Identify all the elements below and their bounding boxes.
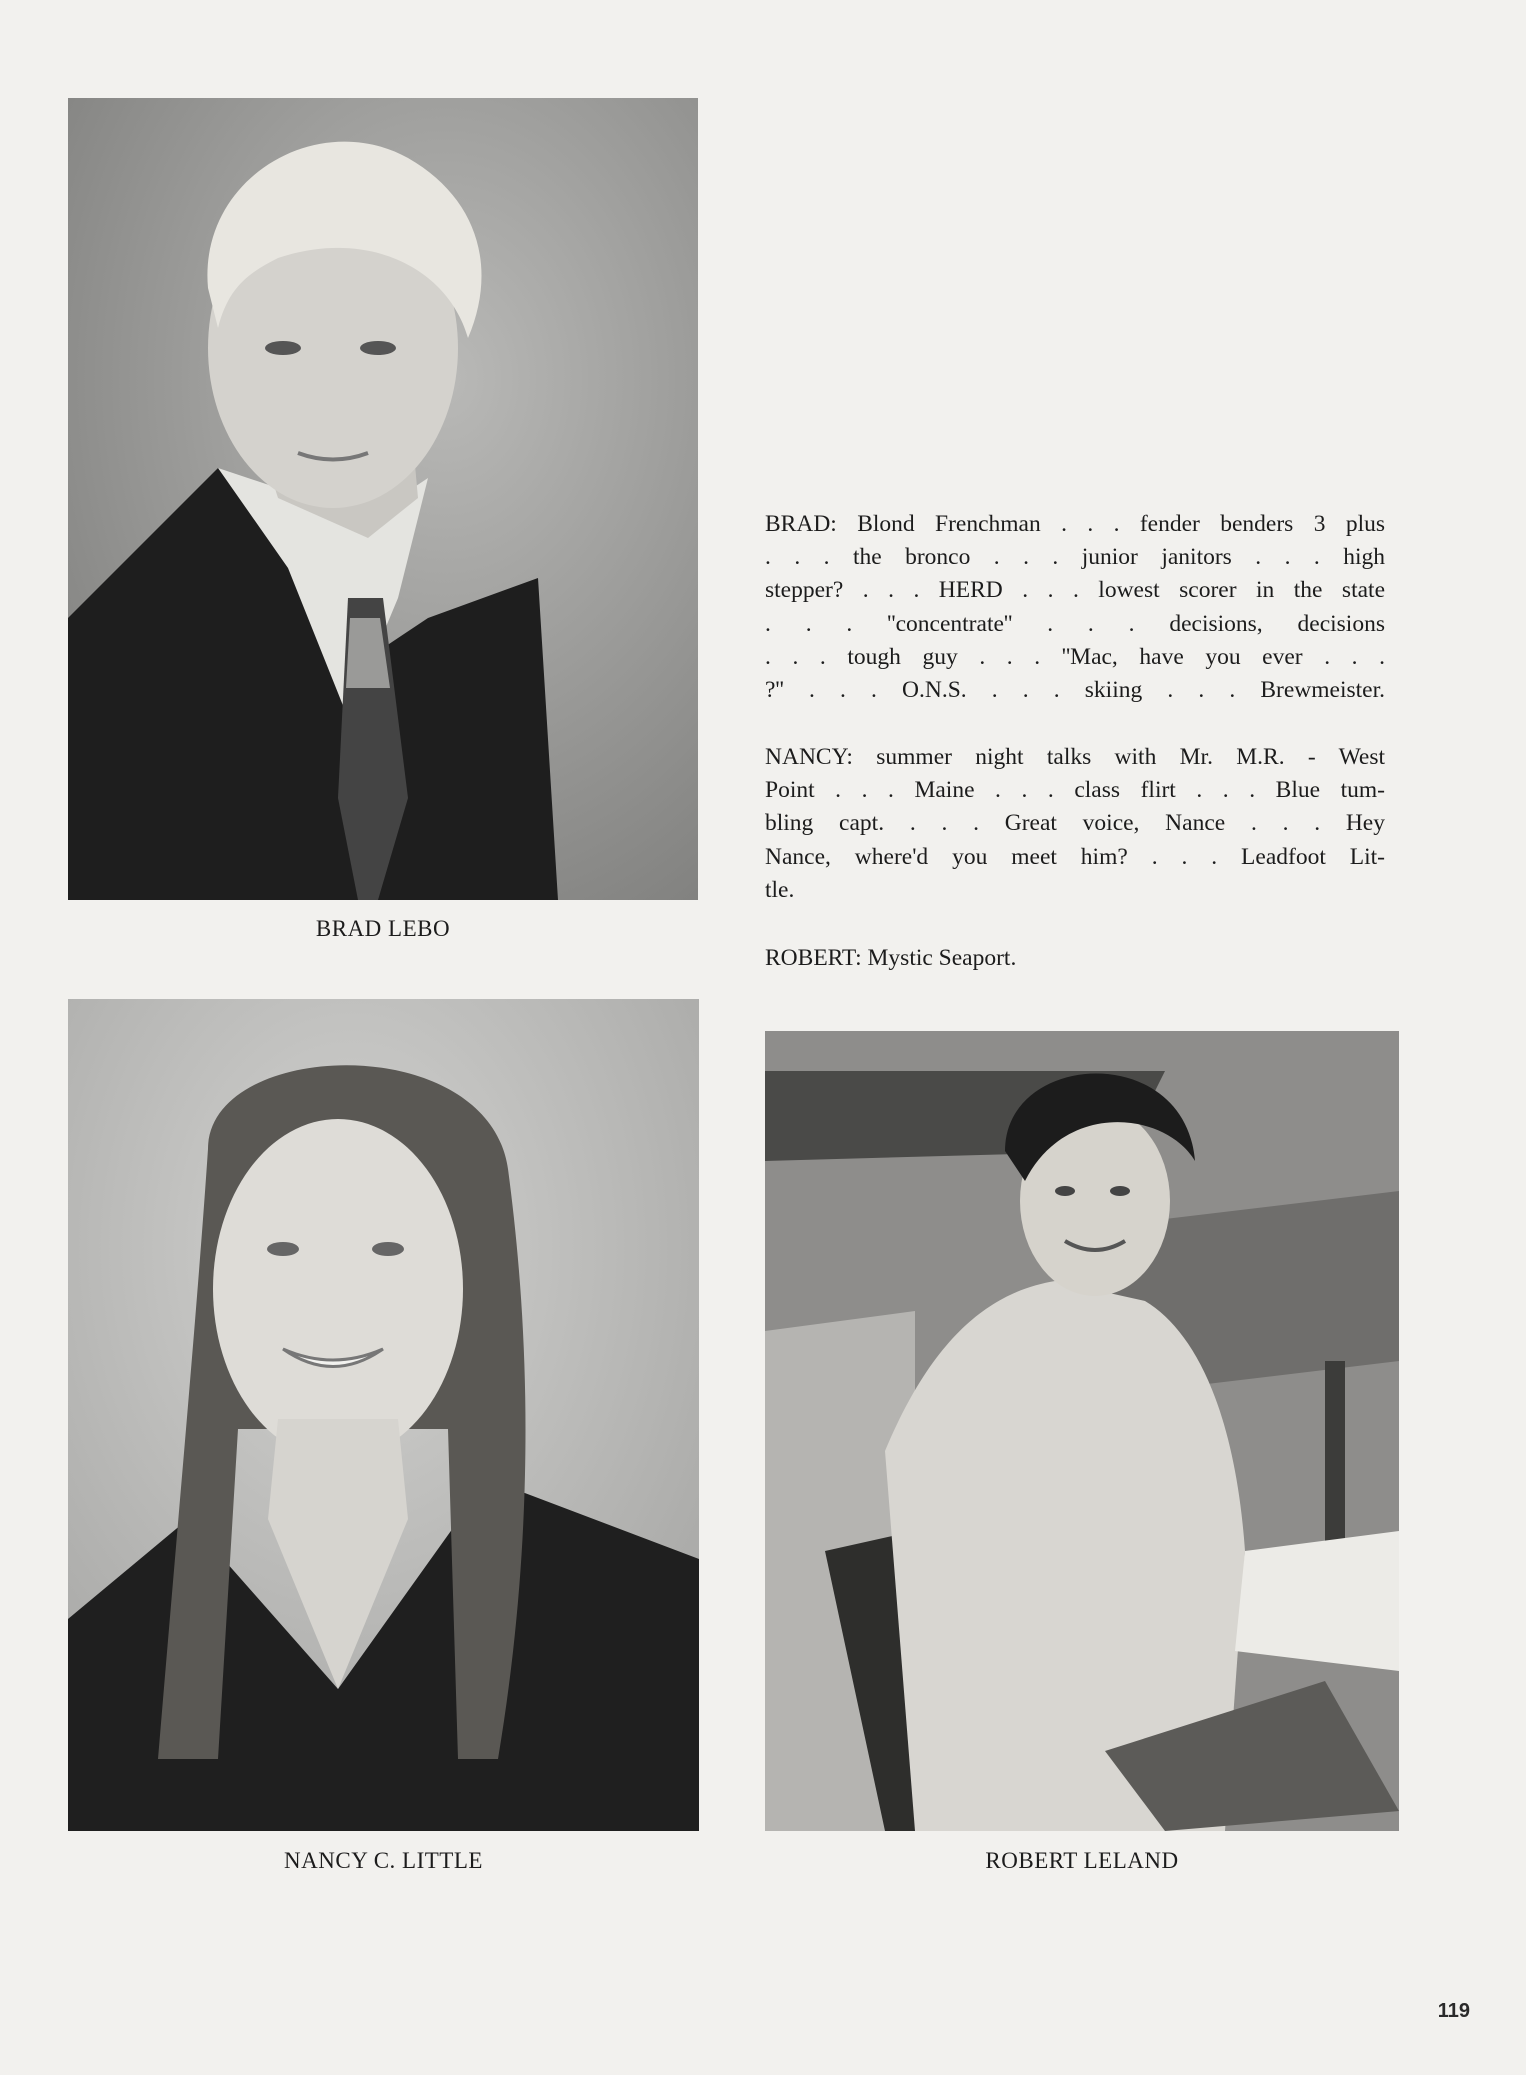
bio-robert	[765, 942, 1385, 975]
candid-illustration	[765, 1031, 1399, 1831]
caption-robert: ROBERT LELAND	[985, 1848, 1179, 1873]
bio-line: Point . . . Maine . . . class flirt . . . Blue tum-	[765, 777, 1385, 804]
portrait-illustration	[68, 999, 699, 1831]
page-number: 119	[1437, 2000, 1470, 2022]
caption-nancy: NANCY C. LITTLE	[284, 1848, 483, 1873]
bio-line: tle.	[765, 876, 795, 903]
bio-brad	[765, 508, 1385, 707]
bio-line: Nance, where'd you meet him? . . . Leadfoot Lit-	[765, 843, 1385, 870]
portrait-illustration	[68, 98, 698, 900]
bio-line: NANCY: summer night talks with Mr. M.R. - West	[765, 744, 1385, 770]
portrait-photo-brad	[68, 98, 698, 900]
bio-line: BRAD: Blond Frenchman . . . fender benders 3 plus	[765, 511, 1385, 537]
caption-brad: BRAD LEBO	[315, 916, 451, 941]
bio-nancy	[765, 741, 1385, 907]
portrait-photo-nancy	[68, 999, 699, 1831]
bio-line: stepper? . . . HERD . . . lowest scorer in the state	[765, 577, 1385, 604]
candid-photo-robert	[765, 1031, 1399, 1831]
bio-line: ROBERT: Mystic Seaport.	[765, 945, 1017, 971]
bio-line: ?'' . . . O.N.S. . . . skiing . . . Brewmeister.	[765, 677, 1385, 704]
bio-line: bling capt. . . . Great voice, Nance . . . Hey	[765, 810, 1385, 837]
bio-line: . . . tough guy . . . ''Mac, have you ever . . .	[765, 643, 1385, 670]
bio-line: . . . the bronco . . . junior janitors . . . high	[765, 544, 1385, 571]
bio-line: . . . ''concentrate'' . . . decisions, decisions	[765, 610, 1385, 637]
